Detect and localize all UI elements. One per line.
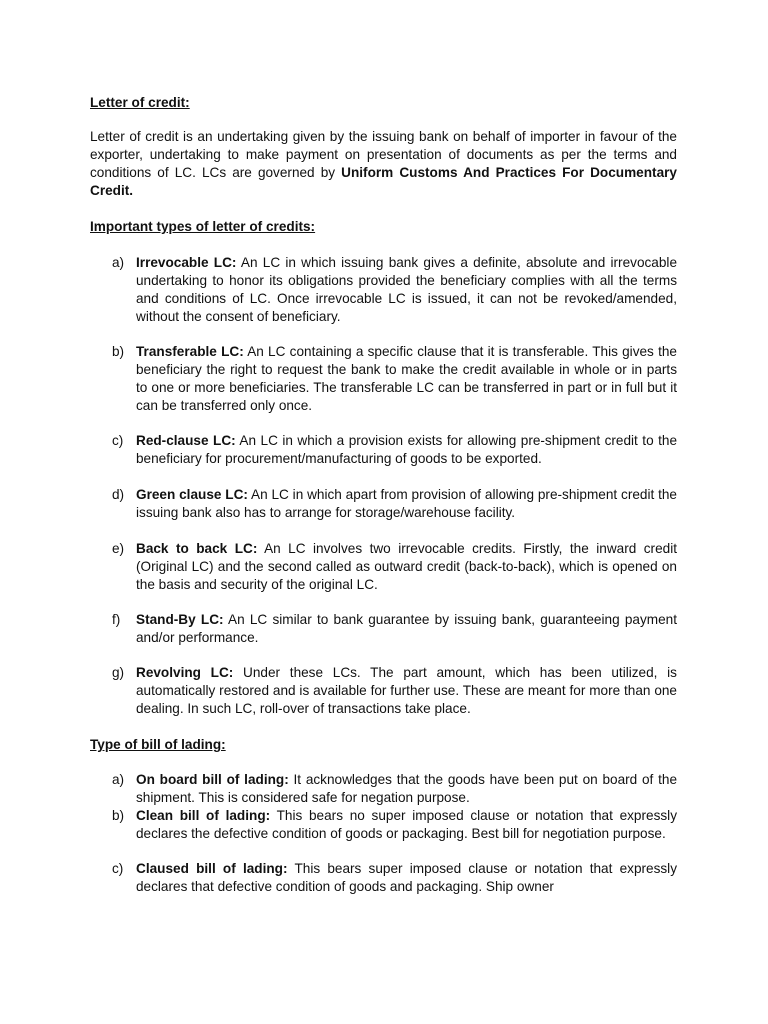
item-text: An LC in which issuing bank gives a definite, absolute and irrevocable undertaking to honor its obligations provided the beneficiary complies with all the terms and conditions of LC. Once irrevocable LC is issued, it can not be revoked/amended, without the consent of beneficiary. bbox=[136, 255, 678, 324]
lc-type-item bbox=[112, 486, 677, 522]
item-term: Transferable LC: bbox=[136, 344, 244, 359]
list-marker: d) bbox=[112, 487, 125, 502]
item-term: Irrevocable LC: bbox=[136, 255, 237, 270]
item-text: It acknowledges that the goods have been put on board of the shipment. This is considered safe for negation purpose. bbox=[136, 772, 677, 805]
lc-type-item bbox=[112, 611, 677, 647]
heading-letter-of-credit: Letter of credit: bbox=[90, 95, 190, 110]
lc-type-item bbox=[112, 540, 677, 594]
bl-type-item bbox=[112, 771, 677, 807]
intro-paragraph bbox=[90, 128, 677, 200]
list-marker: b) bbox=[112, 344, 125, 359]
item-term: Stand-By LC: bbox=[136, 612, 224, 627]
item-text: Under these LCs. The part amount, which has been utilized, is automatically restored and is available for further use. These are meant for more than one dealing. In such LC, roll-over of transactions take place. bbox=[136, 665, 677, 716]
list-marker: a) bbox=[112, 255, 125, 270]
lc-type-item bbox=[112, 343, 677, 415]
item-term: Clean bill of lading: bbox=[136, 808, 271, 823]
list-marker: c) bbox=[112, 861, 124, 876]
list-marker: f) bbox=[112, 612, 121, 627]
heading-lc-types: Important types of letter of credits: bbox=[90, 219, 316, 234]
list-marker: a) bbox=[112, 772, 125, 787]
item-term: Revolving LC: bbox=[136, 665, 234, 680]
list-marker: c) bbox=[112, 433, 124, 448]
list-marker: b) bbox=[112, 808, 125, 823]
item-text: An LC in which a provision exists for allowing pre-shipment credit to the beneficiary for procurement/manufacturing of goods to be exported. bbox=[136, 433, 678, 466]
item-term: Back to back LC: bbox=[136, 541, 258, 556]
intro-text: Letter of credit is an undertaking given by the issuing bank on behalf of importer in favour of the exporter, undertaking to make payment on presentation of documents as per the terms and conditions of LC. LCs are governed by bbox=[90, 129, 677, 180]
intro-bold-text: Uniform Customs And Practices For Documentary Credit. bbox=[90, 165, 677, 198]
heading-bill-of-lading: Type of bill of lading: bbox=[90, 737, 226, 752]
item-text: This bears super imposed clause or notation that expressly declares that defective condition of goods and packaging. Ship owner bbox=[136, 861, 677, 894]
list-marker: e) bbox=[112, 541, 125, 556]
lc-type-item bbox=[112, 664, 677, 718]
lc-type-item bbox=[112, 432, 677, 468]
item-text: An LC similar to bank guarantee by issuing bank, guaranteeing payment and/or performance. bbox=[136, 612, 677, 645]
item-text: An LC in which apart from provision of allowing pre-shipment credit the issuing bank also has to arrange for storage/warehouse facility. bbox=[136, 487, 677, 520]
item-term: On board bill of lading: bbox=[136, 772, 289, 787]
lc-type-item bbox=[112, 254, 677, 326]
item-text: An LC containing a specific clause that it is transferable. This gives the beneficiary the right to request the bank to make the credit available in whole or in parts to one or more beneficiaries. The transferable LC can be transferred in part or in full but it can be transferred only once. bbox=[136, 344, 677, 413]
bl-type-item bbox=[112, 860, 677, 896]
item-text: This bears no super imposed clause or notation that expressly declares the defective condition of goods or packaging. Best bill for negotiation purpose. bbox=[136, 808, 677, 841]
item-text: An LC involves two irrevocable credits. Firstly, the inward credit (Original LC) and the second called as outward credit (back-to-back), which is opened on the basis and security of the original LC. bbox=[136, 541, 677, 592]
list-marker: g) bbox=[112, 665, 125, 680]
item-term: Claused bill of lading: bbox=[136, 861, 288, 876]
item-term: Red-clause LC: bbox=[136, 433, 236, 448]
item-term: Green clause LC: bbox=[136, 487, 248, 502]
bl-type-item bbox=[112, 807, 677, 843]
